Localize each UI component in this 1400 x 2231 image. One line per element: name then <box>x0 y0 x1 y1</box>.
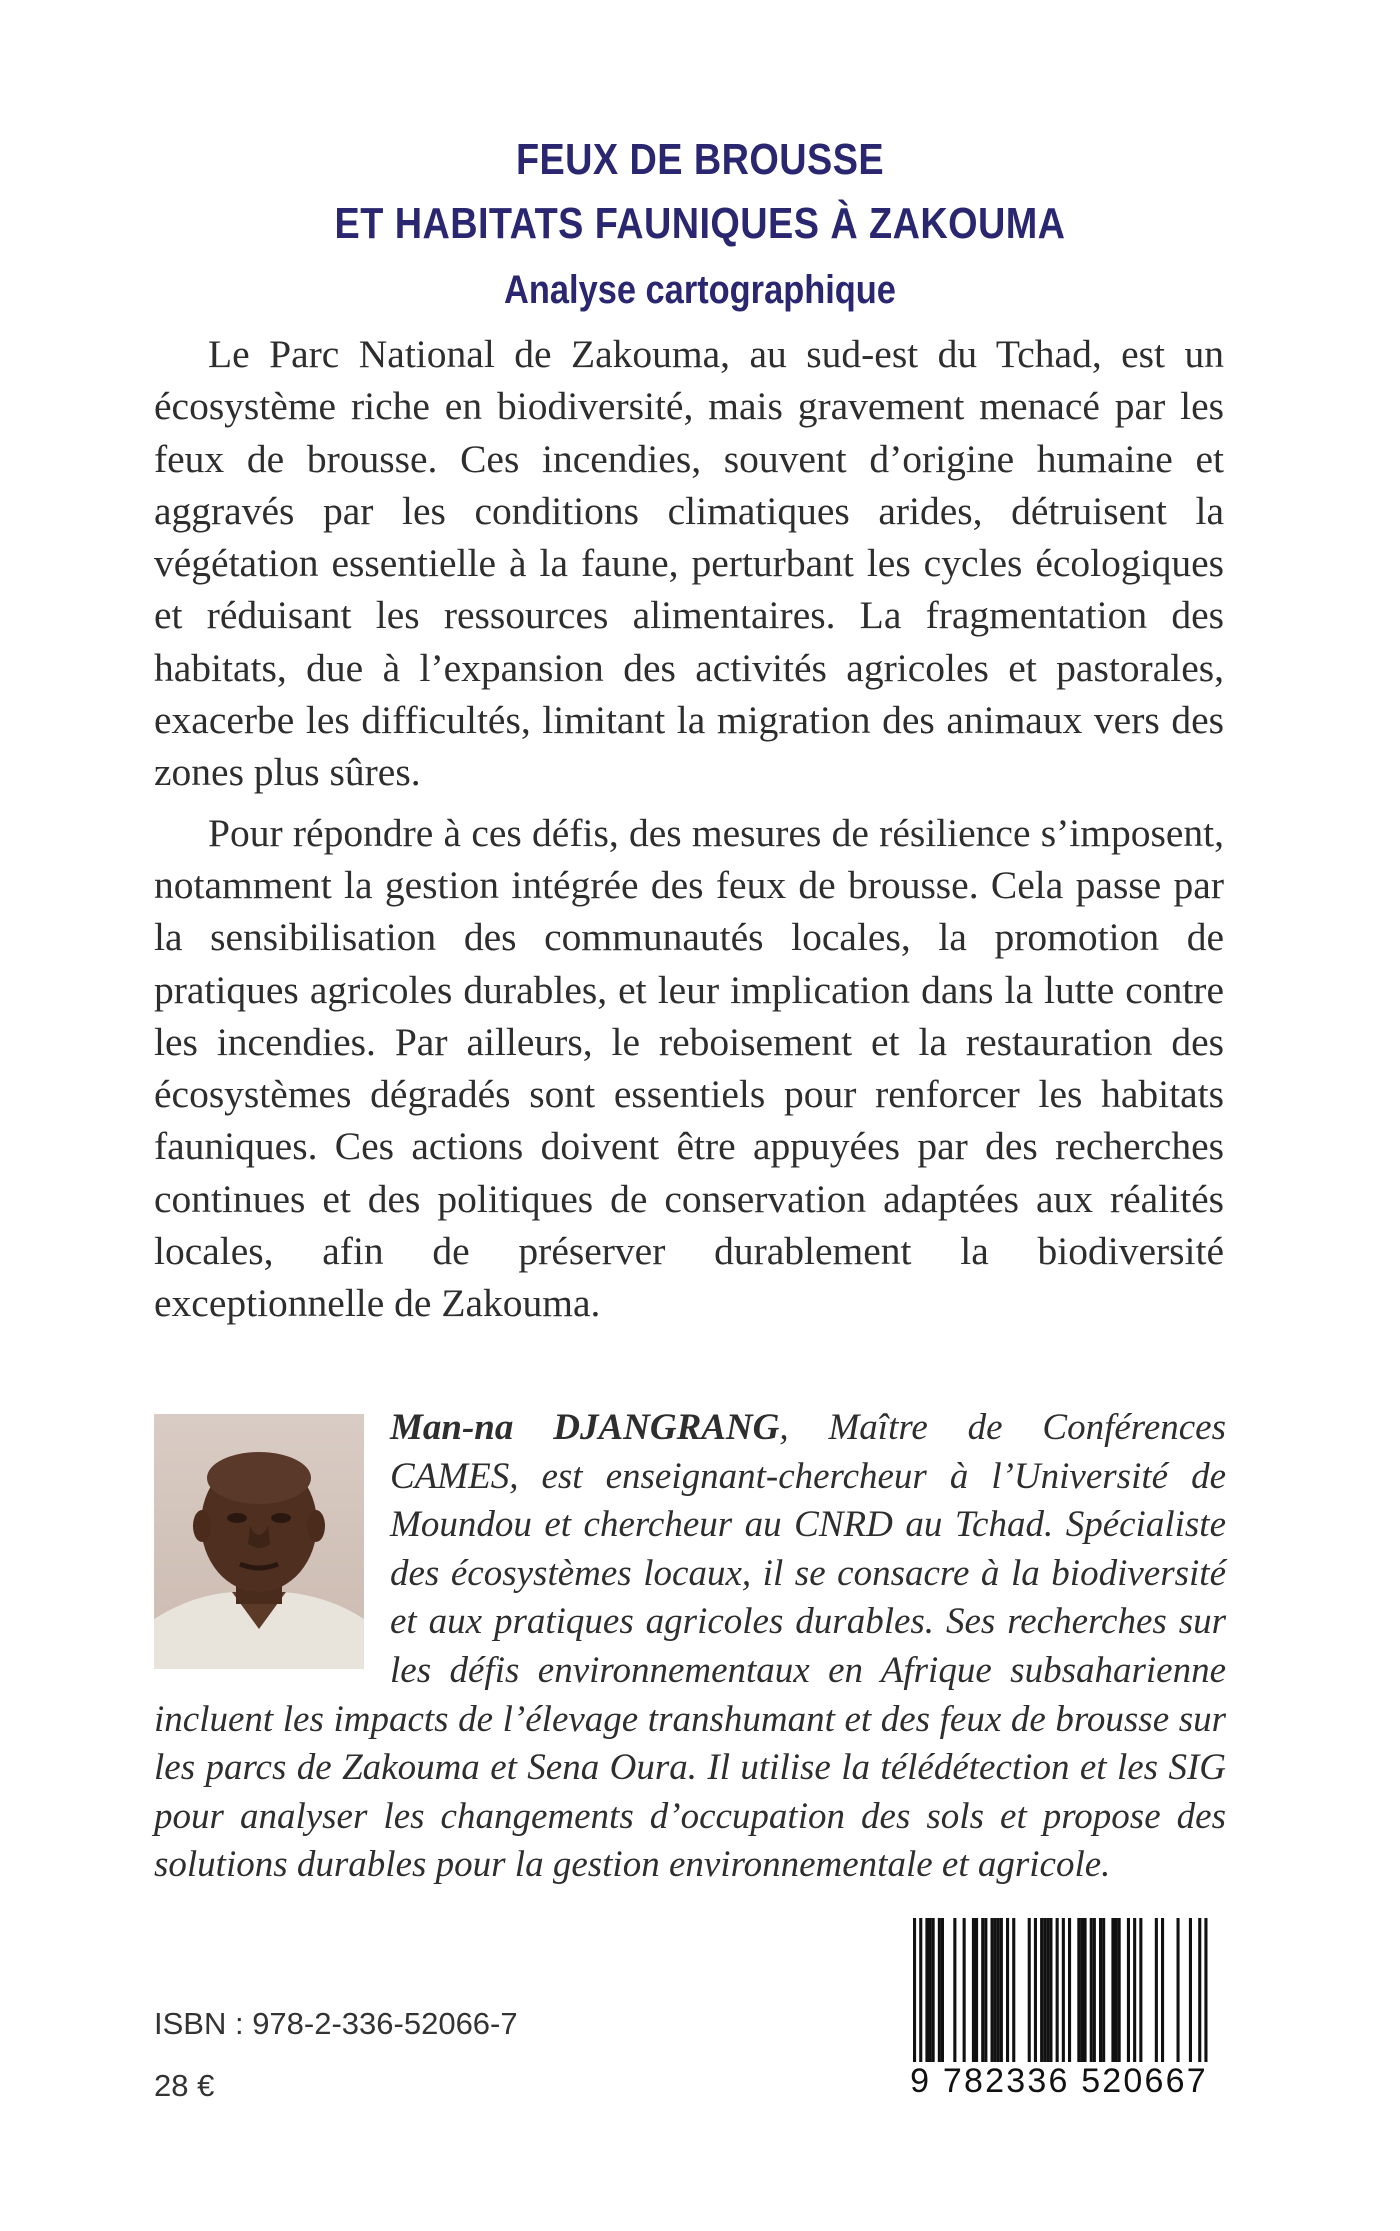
price-label: 28 € <box>154 2068 215 2103</box>
isbn-label: ISBN : 978-2-336-52066-7 <box>154 2006 518 2041</box>
barcode-bar <box>991 1918 994 2066</box>
author-portrait-image <box>154 1414 364 1669</box>
barcode-bar <box>997 1918 1000 2066</box>
barcode-bar <box>941 1918 944 2066</box>
barcode-bar <box>981 1918 984 2066</box>
barcode-bar <box>1049 1918 1052 2066</box>
barcode-bar <box>1043 1918 1046 2066</box>
barcode-bar <box>1177 1918 1180 2066</box>
barcode-bar <box>925 1918 928 2066</box>
summary-paragraph-1: Le Parc National de Zakouma, au sud-est du Tchad, est un écosystème riche en biodiversité, mais gravement menacé par les feux de brousse. Ces incendies, souvent d’origine humaine et aggravés par les conditions climatiques arides, détruisent la végétation essentielle à la faune, perturbant les cycles écologiques et réduisant les ressources alimentaires. La fragmentation des habitats, due à l’expansion des activités agricoles et pastorales, exacerbe les difficultés, limitant la migration des animaux vers des zones plus sûres. <box>154 332 1224 795</box>
summary-paragraph-2: Pour répondre à ces défis, des mesures de résilience s’imposent, notamment la gestion intégrée des feux de brousse. Cela passe par la sensibilisation des communautés locales, la promotion de pratiques agricoles durables, et leur implication dans la lutte contre les incendies. Par ailleurs, le reboisement et la restauration des écosystèmes dégradés sont essentiels pour renforcer les habitats fauniques. Ces actions doivent être appuyées par des recherches continues et des politiques de conservation adaptées aux réalités locales, afin de préserver durablement la biodiversité exceptionnelle de Zakouma. <box>154 810 1224 1326</box>
barcode-bar <box>1000 1918 1003 2066</box>
barcode-bar <box>1068 1918 1071 2066</box>
barcode-bar <box>972 1918 975 2066</box>
barcode-bar <box>963 1918 966 2066</box>
author-name: Man-na DJANGRANG <box>390 1407 780 1448</box>
barcode-bar <box>1040 1918 1043 2066</box>
title-block <box>98 128 1302 324</box>
barcode-bar <box>975 1918 978 2066</box>
book-summary <box>154 328 1224 1338</box>
barcode-bar <box>1115 1918 1118 2066</box>
barcode-bar <box>1028 1918 1031 2066</box>
barcode-bar <box>1006 1918 1009 2066</box>
book-subtitle: Analyse cartographique <box>504 268 896 312</box>
barcode-bar <box>1077 1918 1080 2066</box>
author-photo <box>154 1414 364 1669</box>
barcode-bar <box>1080 1918 1083 2066</box>
barcode-bar <box>929 1918 932 2066</box>
barcode-bar <box>1111 1918 1114 2066</box>
barcode-bar <box>932 1918 935 2066</box>
barcode-digits: 9 782336 520667 <box>883 2062 1235 2101</box>
barcode-bar <box>953 1918 956 2066</box>
book-title-line-1: FEUX DE BROUSSE <box>515 135 885 184</box>
barcode-bar <box>1155 1918 1158 2066</box>
barcode-bar <box>938 1918 941 2066</box>
book-title-line-2: ET HABITATS FAUNIQUES À ZAKOUMA <box>334 199 1066 248</box>
barcode-bar <box>1093 1918 1096 2066</box>
barcode-bar <box>1133 1918 1136 2066</box>
barcode-bar <box>1189 1918 1192 2066</box>
barcode-bar <box>1099 1918 1102 2066</box>
barcode-bar <box>1139 1918 1142 2066</box>
barcode-bar <box>1102 1918 1105 2066</box>
barcode-bar <box>1090 1918 1093 2066</box>
barcode-bar <box>994 1918 997 2066</box>
author-bio-text: , Maître de Conférences CAMES, est enseignant-chercheur à l’Université de Moundou et chercheur au CNRD au Tchad. Spécialiste des écosystèmes locaux, il se consacre à la biodiversité et aux pratiques agricoles durables. Ses recherches sur les défis environnementaux en Afrique subsaharienne incluent les impacts de l’élevage transhumant et des feux de brousse sur les parcs de Zakouma et Sena Oura. Il utilise la télédétection et les SIG pour analyser les changements d’occupation des sols et propose des solutions durables pour la gestion environnementale et agricole. <box>154 1407 1227 1886</box>
barcode-bar <box>1161 1918 1164 2066</box>
author-bio <box>154 1404 1226 1890</box>
barcode-bar <box>1118 1918 1121 2066</box>
barcode-bar <box>1012 1918 1015 2066</box>
barcode-bar <box>1127 1918 1130 2066</box>
barcode-bar <box>1034 1918 1037 2066</box>
barcode-bar <box>1046 1918 1049 2066</box>
barcode-bar <box>1084 1918 1087 2066</box>
barcode-bar <box>984 1918 987 2066</box>
